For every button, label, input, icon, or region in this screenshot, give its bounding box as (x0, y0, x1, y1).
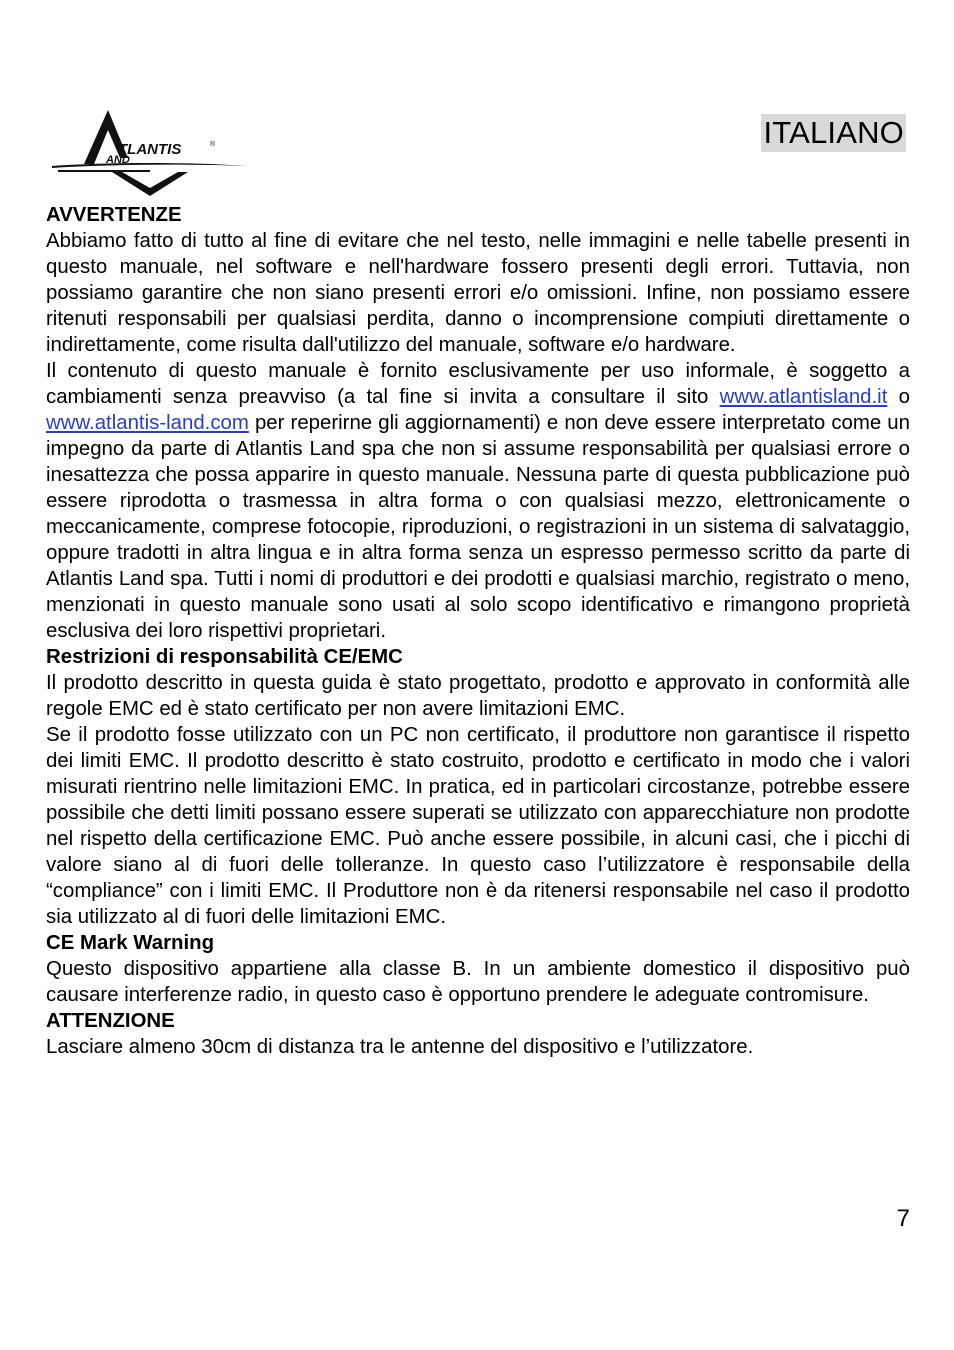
link-atlantis-land-com[interactable]: www.atlantis-land.com (46, 412, 249, 434)
paragraph-avvertenze-2-start: Il contenuto di questo manuale è fornito esclusivamente per uso informale, è soggetto a cambiamenti senza preavviso (a tal fine si invita a consultare il sito (46, 360, 910, 408)
heading-ce-mark-warning: CE Mark Warning (46, 932, 215, 954)
atlantis-land-logo (50, 106, 250, 198)
paragraph-ce-mark-warning: Questo dispositivo appartiene alla classe B. In un ambiente domestico il dispositivo può causare interferenze radio, in questo caso è opportuno prendere le adeguate contromisure. (46, 958, 910, 1006)
paragraph-avvertenze-1: Abbiamo fatto di tutto al fine di evitare che nel testo, nelle immagini e nelle tabelle presenti in questo manuale, nel software e nell'hardware fossero presenti degli errori. Tuttavia, non possiamo garantire che non siano presenti errori e/o omissioni. Infine, non possiamo essere ritenuti responsabili per qualsiasi perdita, danno o incomprensione compiuti direttamente o indirettamente, come risulta dall'utilizzo del manuale, software e/o hardware. (46, 230, 910, 356)
heading-attenzione: ATTENZIONE (46, 1010, 175, 1032)
paragraph-avvertenze-2 (46, 358, 910, 644)
paragraph-attenzione: Lasciare almeno 30cm di distanza tra le antenne del dispositivo e l’utilizzatore. (46, 1036, 754, 1058)
paragraph-restrizioni-2: Se il prodotto fosse utilizzato con un PC non certificato, il produttore non garantisce il rispetto dei limiti EMC. Il prodotto descritto è stato costruito, prodotto e certificato in modo che i valori misurati rientrino nelle limitazioni EMC. In pratica, ed in particolari circostanze, potrebbe essere possibile che detti limiti possano essere superati se utilizzato con apparecchiature non prodotte nel rispetto della certificazione EMC. Può anche essere possibile, in alcuni casi, che i picchi di valore siano al di fuori delle tolleranze. In questo caso l’utilizzatore è responsabile della “compliance” con i limiti EMC. Il Produttore non è da ritenersi responsabile nel caso il prodotto sia utilizzato al di fuori delle limitazioni EMC. (46, 724, 910, 928)
logo-text-tlantis: TLANTIS (118, 141, 182, 158)
heading-avvertenze: AVVERTENZE (46, 204, 182, 226)
paragraph-avvertenze-2-or: o (887, 386, 910, 408)
logo-registered-mark: ® (210, 141, 216, 148)
document-body (46, 202, 910, 1060)
logo-chevron (112, 172, 188, 196)
atlantis-logo-icon (50, 106, 250, 198)
language-label: ITALIANO (763, 115, 904, 150)
paragraph-avvertenze-2-end: per reperirne gli aggiornamenti) e non deve essere interpretato come un impegno da parte di Atlantis Land spa che non si assume responsabilità per qualsiasi errore o inesattezza che possa apparire in questo manuale. Nessuna parte di questa pubblicazione può essere riprodotta o trasmessa in altra forma o con qualsiasi mezzo, elettronicamente o meccanicamente, comprese fotocopie, riproduzioni, o registrazioni in un sistema di salvataggio, oppure tradotti in altra lingua e in altra forma senza un espresso permesso scritto da parte di Atlantis Land spa. Tutti i nomi di produttori e dei prodotti e qualsiasi marchio, registrato o meno, menzionati in questo manuale sono usati al solo scopo identificativo e rimangono proprietà esclusiva dei loro rispettivi proprietari. (46, 412, 910, 642)
logo-text-land: AND (106, 154, 130, 166)
link-atlantisland-it[interactable]: www.atlantisland.it (719, 386, 888, 408)
logo-swoosh-top (52, 163, 248, 168)
logo-swoosh-line (58, 170, 150, 172)
page-number: 7 (896, 1205, 910, 1232)
heading-restrizioni: Restrizioni di responsabilità CE/EMC (46, 646, 403, 668)
paragraph-restrizioni-1: Il prodotto descritto in questa guida è stato progettato, prodotto e approvato in conformità alle regole EMC ed è stato certificato per non avere limitazioni EMC. (46, 672, 910, 720)
